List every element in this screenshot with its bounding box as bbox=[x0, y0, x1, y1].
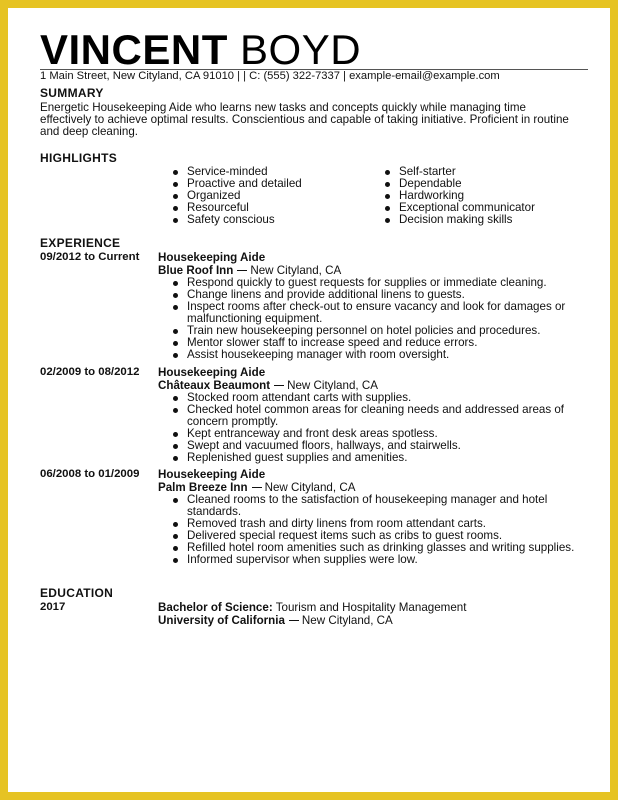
job-title: Housekeeping Aide bbox=[158, 468, 266, 481]
list-item: Dependable bbox=[383, 178, 535, 190]
degree-name: Bachelor of Science: bbox=[158, 601, 273, 614]
school-location: New Cityland, CA bbox=[301, 614, 393, 627]
dash-separator bbox=[289, 620, 299, 621]
job-bullets bbox=[171, 392, 591, 464]
company-name: Blue Roof Inn bbox=[158, 264, 234, 277]
list-item: Decision making skills bbox=[383, 214, 535, 226]
highlights-right-list bbox=[383, 166, 535, 226]
list-item: Kept entranceway and front desk areas spotless. bbox=[171, 428, 591, 440]
list-item: Removed trash and dirty linens from room attendant carts. bbox=[171, 518, 591, 530]
list-item: Informed supervisor when supplies were low. bbox=[171, 554, 591, 566]
dash-separator bbox=[252, 487, 262, 488]
job-bullets bbox=[171, 494, 591, 566]
list-item: Safety conscious bbox=[171, 214, 302, 226]
candidate-name bbox=[40, 26, 361, 74]
degree-field: Tourism and Hospitality Management bbox=[275, 601, 467, 614]
job-dates: 02/2009 to 08/2012 bbox=[40, 366, 140, 378]
job-bullets bbox=[171, 277, 591, 361]
job-title: Housekeeping Aide bbox=[158, 251, 266, 264]
job-dates: 09/2012 to Current bbox=[40, 251, 140, 263]
company-location: New Cityland, CA bbox=[264, 481, 356, 494]
education-heading: EDUCATION bbox=[40, 586, 114, 600]
degree-line bbox=[158, 601, 466, 614]
school-line bbox=[158, 614, 393, 627]
list-item: Respond quickly to guest requests for supplies or immediate cleaning. bbox=[171, 277, 591, 289]
highlights-heading: HIGHLIGHTS bbox=[40, 151, 117, 165]
list-item: Stocked room attendant carts with supplies. bbox=[171, 392, 591, 404]
list-item: Mentor slower staff to increase speed and reduce errors. bbox=[171, 337, 591, 349]
company-location: New Cityland, CA bbox=[287, 379, 378, 392]
list-item: Cleaned rooms to the satisfaction of housekeeping manager and hotel standards. bbox=[171, 494, 591, 518]
list-item: Replenished guest supplies and amenities. bbox=[171, 452, 591, 464]
summary-text: Energetic Housekeeping Aide who learns new tasks and concepts quickly while managing time effectively to achieve optimal results. Conscientious and capable of taking initiative. Proficient in routine and deep cleaning. bbox=[40, 101, 569, 138]
list-item: Delivered special request items such as cribs to guest rooms. bbox=[171, 530, 591, 542]
company-name: Châteaux Beaumont bbox=[158, 379, 271, 392]
list-item: Organized bbox=[171, 190, 302, 202]
list-item: Change linens and provide additional linens to guests. bbox=[171, 289, 591, 301]
job-dates: 06/2008 to 01/2009 bbox=[40, 468, 140, 480]
contact-line: 1 Main Street, New Cityland, CA 91010 | | C: (555) 322-7337 | example-email@example.com bbox=[40, 70, 500, 82]
resume-page bbox=[8, 8, 610, 792]
last-name: BOYD bbox=[240, 26, 362, 73]
highlights-left-list bbox=[171, 166, 302, 226]
list-item: Checked hotel common areas for cleaning needs and addressed areas of concern promptly. bbox=[171, 404, 591, 428]
school-name: University of California bbox=[158, 614, 285, 627]
experience-heading: EXPERIENCE bbox=[40, 236, 121, 250]
education-year: 2017 bbox=[40, 601, 66, 613]
list-item: Service-minded bbox=[171, 166, 302, 178]
company-location: New Cityland, CA bbox=[250, 264, 342, 277]
list-item: Exceptional communicator bbox=[383, 202, 535, 214]
list-item: Proactive and detailed bbox=[171, 178, 302, 190]
list-item: Hardworking bbox=[383, 190, 535, 202]
job-title: Housekeeping Aide bbox=[158, 366, 266, 379]
list-item: Refilled hotel room amenities such as drinking glasses and writing supplies. bbox=[171, 542, 591, 554]
dash-separator bbox=[274, 385, 284, 386]
list-item: Train new housekeeping personnel on hotel policies and procedures. bbox=[171, 325, 591, 337]
list-item: Assist housekeeping manager with room oversight. bbox=[171, 349, 591, 361]
list-item: Resourceful bbox=[171, 202, 302, 214]
list-item: Swept and vacuumed floors, hallways, and stairwells. bbox=[171, 440, 591, 452]
first-name: VINCENT bbox=[40, 26, 228, 73]
summary-heading: SUMMARY bbox=[40, 86, 104, 100]
company-name: Palm Breeze Inn bbox=[158, 481, 248, 494]
dash-separator bbox=[237, 270, 247, 271]
list-item: Self-starter bbox=[383, 166, 535, 178]
list-item: Inspect rooms after check-out to ensure vacancy and look for damages or malfunctioning equipment. bbox=[171, 301, 591, 325]
